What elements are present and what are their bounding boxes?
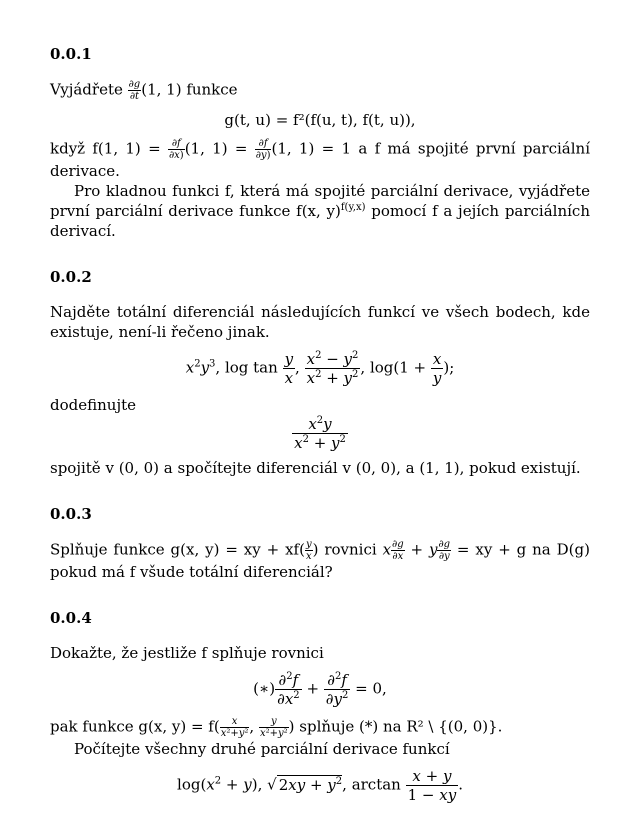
display-functions: $\log(x^2 + y)$, √ $2xy + y^2$, arctan $\frac{x + y}{1 - xy}$ . <box>177 767 463 804</box>
exercise-0-0-4 <box>50 608 590 804</box>
exercise-text: Dokažte, že jestliže f splňuje rovnici <box>50 644 324 662</box>
exercise-heading: 0.0.3 <box>50 505 92 523</box>
exercise-text: Vyjádřete $\frac{\partial g}{\partial t}$ (1, 1) funkce <box>50 79 238 102</box>
exercise-0-0-2 <box>50 267 590 478</box>
exercise-text: když f(1, 1) = $\frac{\partial f}{\partial x)}$ (1, 1) = $\frac{\partial f}{\partial y)}$ (1, 1) = 1 a f má spojité první parciální derivace. <box>50 138 590 180</box>
exercise-heading: 0.0.4 <box>50 609 92 627</box>
exercise-text: Najděte totální diferenciál následujících funkcí ve všech bodech, kde existuje, není-li řečeno jinak. <box>50 303 590 341</box>
exercise-heading: 0.0.1 <box>50 45 92 63</box>
partial-g-t: $\frac{\partial g}{\partial t}$ <box>128 79 141 102</box>
laplace-equation: (∗) $\frac{\partial^2f}{\partial x^2}$ + $\frac{\partial^2f}{\partial y^2}$ = 0, <box>253 671 387 708</box>
exercise-text: pak funkce g(x, y) = f( $\frac{x}{\text{x²+y²}}$ , $\frac{y}{\text{x²+y²}}$ ) splňuje (*) na R² \ {(0, 0)}. <box>50 716 503 739</box>
exercise-0-0-3 <box>50 504 590 582</box>
exercise-0-0-1 <box>50 44 590 241</box>
partial-f-y: $\frac{\partial f}{\partial y)}$ <box>255 138 271 161</box>
exercise-text: Splňuje funkce g(x, y) = xy + xf( $\frac{y}{x}$ ) rovnici x $\frac{\partial g}{\partial x}$ + y $\frac{\partial g}{\partial y}$ = xy + g na D(g) pokud má f všude totální diferenciál? <box>50 539 590 581</box>
exercise-text: spojitě v (0, 0) a spočítejte diferenciál v (0, 0), a (1, 1), pokud existují. <box>50 459 581 477</box>
exercise-text: Pro kladnou funkci f, která má spojité parciální derivace, vyjádřete první parciální derivace funkce f(x, y)$^{f(y,x)}$ pomocí f a jejích parciálních derivací. <box>50 182 590 240</box>
exercise-text: Počítejte všechny druhé parciální derivace funkcí <box>74 740 450 758</box>
display-functions: $x^2y^3$, log tan $\frac{y}{x}$ , $\frac{x^2 - y^2}{x^2 + y^2}$ , log(1 + $\frac{x}{y}$ ); <box>185 350 455 387</box>
display-fraction: $\frac{x^2y}{x^2 + y^2}$ <box>294 415 346 452</box>
exercise-text: dodefinujte <box>50 396 136 414</box>
partial-f-x: $\frac{\partial f}{\partial x)}$ <box>168 138 184 161</box>
document-page <box>50 44 590 830</box>
display-equation: g(t, u) = f²(f(u, t), f(t, u)), <box>224 111 416 129</box>
exercise-heading: 0.0.2 <box>50 268 92 286</box>
